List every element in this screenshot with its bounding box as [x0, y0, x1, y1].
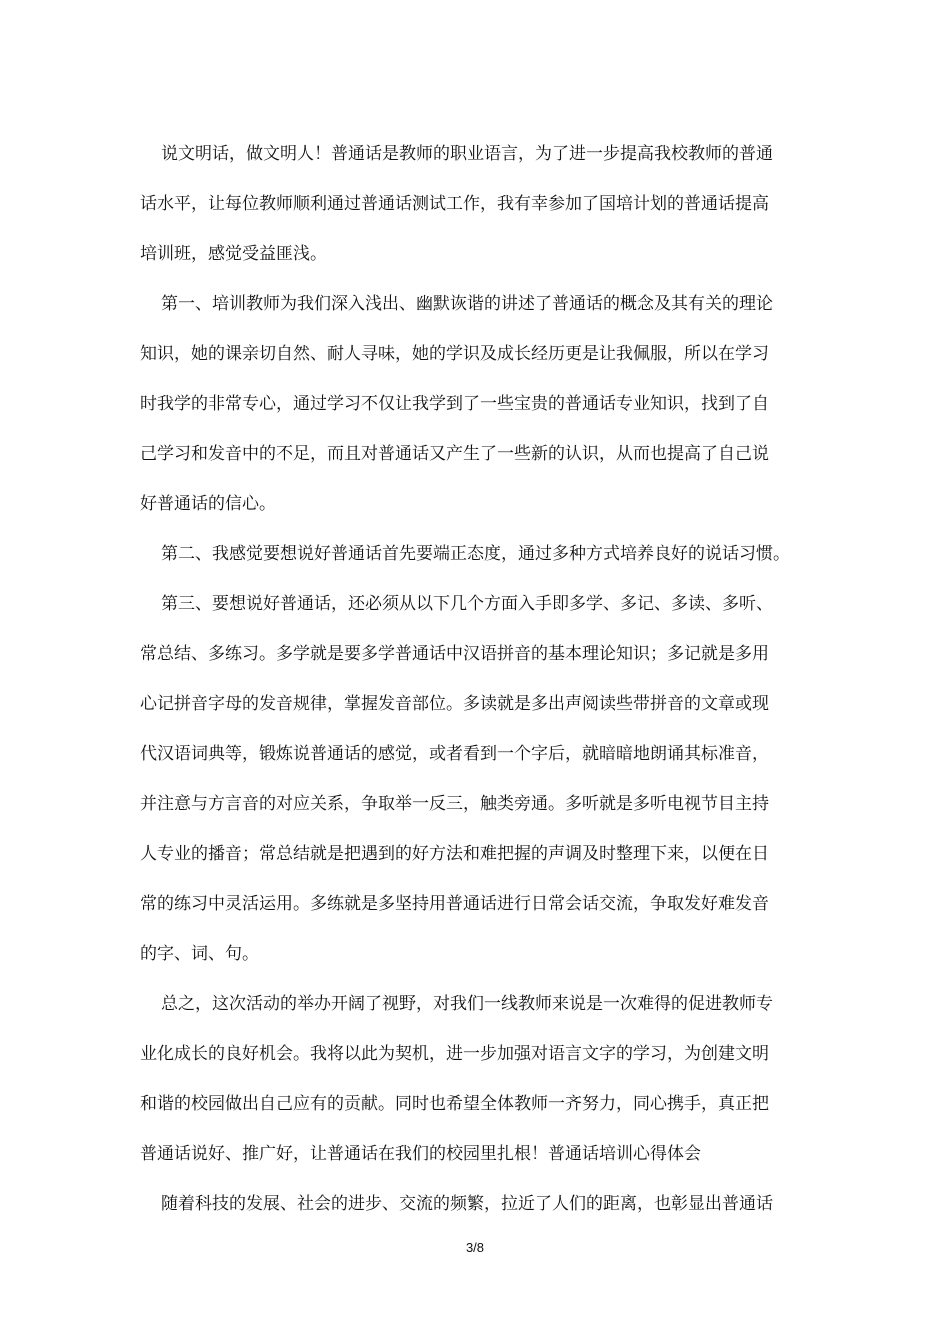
text-line: 第二、我感觉要想说好普通话首先要端正态度，通过多种方式培养良好的说话习惯。: [161, 544, 790, 564]
text-line: 的字、词、句。: [140, 944, 259, 964]
text-line: 知识，她的课亲切自然、耐人寻味，她的学识及成长经历更是让我佩服，所以在学习: [140, 344, 769, 364]
text-line: 常的练习中灵活运用。多练就是多坚持用普通话进行日常会话交流，争取发好难发音: [140, 894, 769, 914]
text-line: 随着科技的发展、社会的进步、交流的频繁，拉近了人们的距离，也彰显出普通话: [161, 1194, 773, 1214]
text-line: 并注意与方言音的对应关系，争取举一反三，触类旁通。多听就是多听电视节目主持: [140, 794, 769, 814]
paragraph-intro: [140, 129, 820, 279]
text-line: 人专业的播音；常总结就是把遇到的好方法和难把握的声调及时整理下来，以便在日: [140, 844, 769, 864]
text-line: 培训班，感觉受益匪浅。: [140, 244, 327, 264]
paragraph-next-essay: [140, 1179, 820, 1229]
paragraph-first-point: [140, 279, 820, 529]
text-line: 好普通话的信心。: [140, 494, 276, 514]
text-line: 话水平，让每位教师顺利通过普通话测试工作，我有幸参加了国培计划的普通话提高: [140, 194, 769, 214]
text-line: 和谐的校园做出自己应有的贡献。同时也希望全体教师一齐努力，同心携手，真正把: [140, 1094, 769, 1114]
text-line: 时我学的非常专心，通过学习不仅让我学到了一些宝贵的普通话专业知识，找到了自: [140, 394, 769, 414]
body-text: [140, 129, 820, 1229]
text-line: 心记拼音字母的发音规律，掌握发音部位。多读就是多出声阅读些带拼音的文章或现: [140, 694, 769, 714]
text-line: 普通话说好、推广好，让普通话在我们的校园里扎根！普通话培训心得体会: [140, 1144, 701, 1164]
paragraph-summary: [140, 979, 820, 1179]
text-line: 常总结、多练习。多学就是要多学普通话中汉语拼音的基本理论知识；多记就是多用: [140, 644, 769, 664]
text-line: 总之，这次活动的举办开阔了视野，对我们一线教师来说是一次难得的促进教师专: [161, 994, 773, 1014]
text-line: 说文明话，做文明人！普通话是教师的职业语言，为了进一步提高我校教师的普通: [161, 144, 773, 164]
page-number: 3/8: [465, 1240, 485, 1255]
text-line: 己学习和发音中的不足，而且对普通话又产生了一些新的认识，从而也提高了自己说: [140, 444, 769, 464]
text-line: 第一、培训教师为我们深入浅出、幽默诙谐的讲述了普通话的概念及其有关的理论: [161, 294, 773, 314]
paragraph-third-point: [140, 579, 820, 979]
paragraph-second-point: [140, 529, 820, 579]
text-line: 代汉语词典等，锻炼说普通话的感觉，或者看到一个字后，就暗暗地朗诵其标准音，: [140, 744, 769, 764]
text-line: 业化成长的良好机会。我将以此为契机，进一步加强对语言文字的学习，为创建文明: [140, 1044, 769, 1064]
text-line: 第三、要想说好普通话，还必须从以下几个方面入手即多学、多记、多读、多听、: [161, 594, 773, 614]
